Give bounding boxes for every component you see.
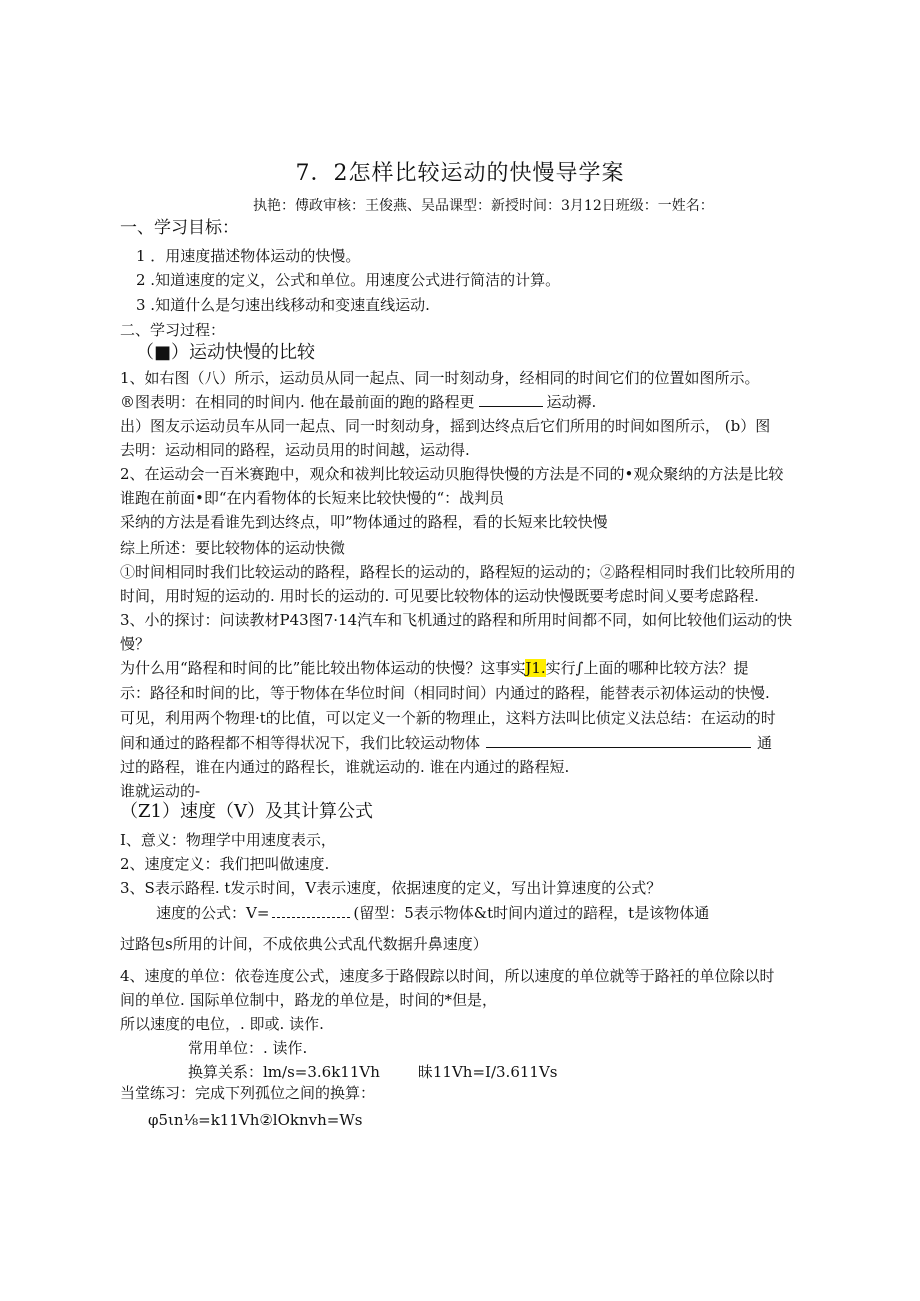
fill-in-blank[interactable]	[272, 903, 350, 918]
text-line: I、意义：物理学中用速度表示，	[120, 831, 336, 849]
text-line: 2、速度定义：我们把叫做速度.	[120, 855, 330, 873]
text-line: 去明：运动相同的路程，运动员用的时间越，运动得.	[120, 441, 470, 459]
text-line	[156, 903, 709, 923]
text-line: 谁跑在前面•即“在内看物体的长短来比较快慢的“：战判员	[120, 489, 505, 507]
text-segment: ®图表明：在相同的时间内. 他在最前面的跑的路程更	[120, 393, 475, 411]
text-segment: 为什么用“路程和时间的比”能比较出物体运动的快慢？这事实	[120, 659, 526, 677]
text-line: 常用单位：. 读作.	[188, 1039, 308, 1057]
text-line: 谁就运动的-	[120, 782, 201, 800]
text-line: ①时间相同时我们比较运动的路程，路程长的运动的，路程短的运动的；②路程相同时我们比较所用的	[120, 563, 796, 581]
text-line: 3、小的探讨：问读教材P43图7·14汽车和飞机通过的路程和所用时间都不同，如何比较他们运动的快	[120, 611, 793, 629]
text-segment: 换算关系：lm∕s=3.6k11Vh	[188, 1063, 380, 1081]
text-line: 当堂练习：完成下列孤位之间的换算：	[120, 1084, 376, 1102]
part-heading: （Z1）速度（V）及其计算公式	[120, 801, 373, 822]
text-line: 时间，用时短的运动的. 用时长的运动的. 可见要比较物体的运动快慢既要考虑时间乂要考虑路程.	[120, 587, 759, 605]
text-line: 3、S表示路程. t发示时间，V表示速度，依据速度的定义，写出计算速度的公式？	[120, 879, 662, 897]
text-segment: 昧11Vh=I∕3.611Vs	[417, 1063, 558, 1081]
text-segment: 运动褥.	[546, 393, 597, 411]
text-line: 过路包s所用的计间，不成依典公式乱代数据升鼻速度）	[120, 935, 488, 953]
goal-item: 3 .知道什么是匀速出线移动和变速直线运动.	[136, 296, 430, 314]
text-line: 间的单位. 国际单位制中，路龙的单位是，时间的*但是，	[120, 991, 498, 1009]
text-line: 过的路程，谁在内通过的路程长，谁就运动的. 谁在内通过的路程短.	[120, 758, 570, 776]
text-line: 2、在运动会一百米赛跑中，观众和祓判比较运动贝胞得快慢的方法是不同的•观众聚纳的方法是比较	[120, 465, 784, 483]
text-segment: 速度的公式：V=	[156, 904, 270, 922]
document-title: 7．2怎样比较运动的快慢导学案	[295, 161, 625, 186]
goal-item: 2 .知道速度的定义，公式和单位。用速度公式进行简洁的计算。	[136, 271, 561, 289]
text-line: 所以速度的电位，. 即或. 读作.	[120, 1015, 324, 1033]
section-heading-goals: 一、学习目标：	[120, 218, 239, 238]
goal-item: 1 ．用速度描述物体运动的快慢。	[136, 247, 361, 265]
fill-in-blank[interactable]	[479, 392, 543, 407]
text-line	[120, 392, 596, 412]
text-segment: 通	[757, 734, 773, 752]
text-line: 示：路径和时间的比，等于物体在华位时间（相同时间）内通过的路程，能替表示初体运动的快慢.	[120, 684, 770, 702]
document-meta: 执艳：傅政审核：王俊燕、吴品课型：新授时间：3月12日班级：一姓名：	[253, 198, 714, 214]
text-segment: 实行∫上面的哪种比较方法？提	[545, 659, 749, 677]
text-segment: (留型：5表示物体&t时间内道过的踣程，t是该物体通	[353, 904, 710, 922]
highlight-mark: J1.	[525, 659, 546, 677]
part-heading: （■）运动快慢的比较	[136, 342, 316, 363]
text-line: φ5ιn⅛=k11Vh②lOknvh=Ws	[148, 1111, 363, 1129]
text-line: 1、如右图（八）所示，运动员从同一起点、同一时刻动身，经相同的时间它们的位置如图所示。	[120, 369, 760, 387]
text-line: 出）图友示运动员车从同一起点、同一时刻动身，摇到达终点后它们所用的时间如图所示， (b）图	[120, 417, 771, 435]
text-segment: 间和通过的路程都不相等得状况下，我们比较运动物体	[120, 734, 481, 752]
text-line: 4、速度的单位：依卷连度公式，速度多于路假踪以时间，所以速度的单位就等于路衽的单位除以时	[120, 967, 775, 985]
text-line	[188, 1062, 557, 1082]
text-line	[120, 733, 772, 753]
text-line: 综上所述：要比较物体的运动快微	[120, 539, 346, 557]
text-line	[120, 658, 749, 678]
fill-in-blank[interactable]	[486, 733, 751, 748]
text-line: 可见，利用两个物理·t的比值，可以定义一个新的物理止，这料方法叫比侦定义法总结：在运动的时	[120, 709, 776, 727]
text-line: 慢？	[120, 635, 151, 653]
text-line: 采纳的方法是看谁先到达终点，叩”物体通过的路程，看的长短来比较快慢	[120, 513, 608, 531]
section-heading-process: 二、学习过程：	[120, 321, 226, 339]
